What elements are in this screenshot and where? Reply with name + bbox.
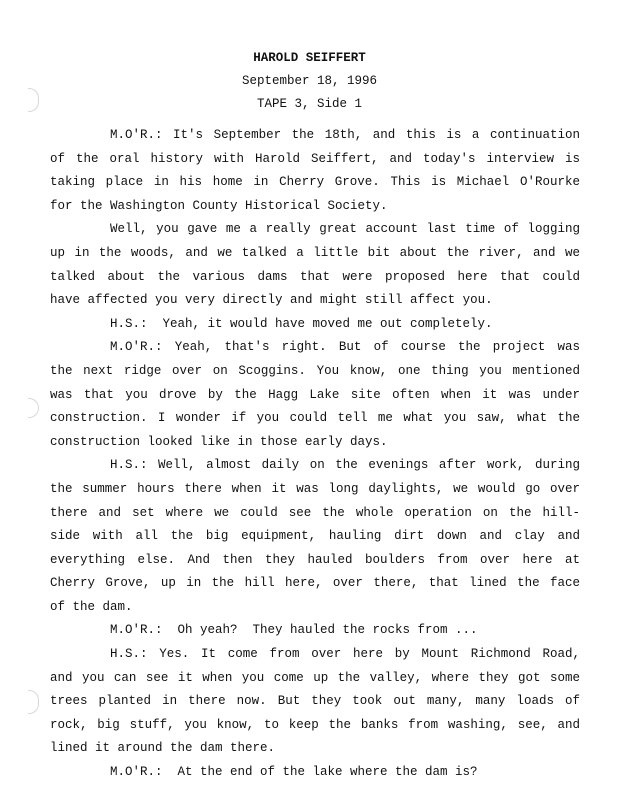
- transcript-line: for the Washington County Historical Society.: [50, 198, 388, 213]
- transcript-line: the summer hours there when it was long daylights, we would go over: [50, 481, 580, 496]
- transcript-body: [50, 124, 580, 785]
- transcript-line: M.O'R.: Yeah, that's right. But of course the project was: [110, 340, 580, 355]
- transcript-line: taking place in his home in Cherry Grove. This is Michael O'Rourke: [50, 175, 580, 190]
- transcript-line: H.S.: Yeah, it would have moved me out completely.: [110, 316, 493, 331]
- transcript-line: H.S.: Yes. It come from over here by Mount Richmond Road,: [110, 647, 580, 662]
- punch-hole-mark: [28, 398, 39, 418]
- transcript-line: and you can see it when you come up the valley, where they got some: [50, 670, 580, 685]
- transcript-line: M.O'R.: At the end of the lake where the dam is?: [110, 765, 478, 780]
- transcript-line: everything else. And then they hauled boulders from over here at: [50, 552, 580, 567]
- transcript-line: rock, big stuff, you know, to keep the banks from washing, see, and: [50, 717, 580, 732]
- transcript-line: have affected you very directly and might still affect you.: [50, 293, 493, 308]
- transcript-line: trees planted in there now. But they took out many, many loads of: [50, 694, 580, 709]
- transcript-line: side with all the big equipment, hauling dirt down and clay and: [50, 529, 580, 544]
- tape-label: TAPE 3, Side 1: [256, 97, 363, 111]
- transcript-line: talked about the various dams that were proposed here that could: [50, 269, 580, 284]
- transcript-line: construction looked like in those early days.: [50, 434, 388, 449]
- transcript-line: lined it around the dam there.: [50, 741, 276, 756]
- transcript-line: Well, you gave me a really great account last time of logging: [110, 222, 580, 237]
- interviewee-name: HAROLD SEIFFERT: [253, 51, 366, 65]
- transcript-line: H.S.: Well, almost daily on the evenings after work, during: [110, 458, 580, 473]
- transcript-line: M.O'R.: Oh yeah? They hauled the rocks from ...: [110, 623, 478, 638]
- transcript-line: Cherry Grove, up in the hill here, over there, that lined the face: [50, 576, 580, 591]
- interview-date: September 18, 1996: [241, 74, 378, 88]
- transcript-line: of the oral history with Harold Seiffert, and today's interview is: [50, 151, 580, 166]
- punch-hole-mark: [28, 690, 39, 714]
- transcript-line: of the dam.: [50, 599, 133, 614]
- transcript-line: M.O'R.: It's September the 18th, and this is a continuation: [110, 128, 580, 142]
- transcript-line: the next ridge over on Scoggins. You know, one thing you mentioned: [50, 363, 580, 378]
- transcript-line: there and set where we could see the whole operation on the hill-: [50, 505, 580, 520]
- transcript-line: construction. I wonder if you could tell me what you saw, what the: [50, 411, 580, 426]
- transcript-line: up in the woods, and we talked a little bit about the river, and we: [50, 245, 580, 260]
- transcript-line: was that you drove by the Hagg Lake site often when it was under: [50, 387, 580, 402]
